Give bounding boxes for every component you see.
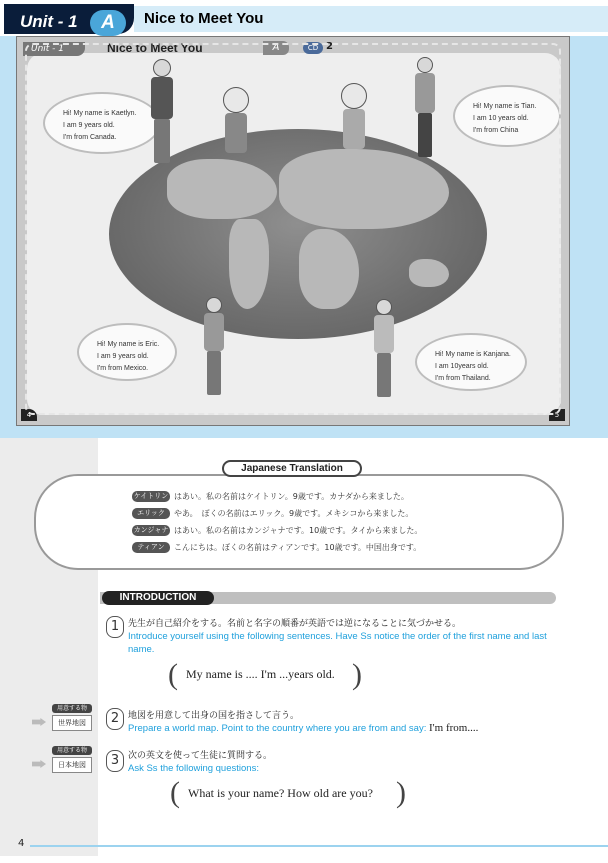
translation-title: Japanese Translation xyxy=(222,460,362,477)
step-2-example: I'm from.... xyxy=(429,722,479,734)
step-number-1: 1 xyxy=(106,616,124,638)
cartoon-girl-figure xyxy=(205,87,265,157)
speech-bubble-kanjana xyxy=(415,333,527,391)
eric-figure xyxy=(199,297,229,397)
page-title: Nice to Meet You xyxy=(144,10,264,27)
speaker-badge: エリック xyxy=(132,508,170,519)
step-3-example-sentence: What is your name? How old are you? xyxy=(188,786,373,800)
kaetlyn-figure xyxy=(143,59,183,164)
bubble-line: Hi! My name is Eric. xyxy=(97,341,160,348)
bubble-line: I am 9 years old. xyxy=(63,122,115,129)
unit-label: Unit - 1 xyxy=(20,12,78,31)
speaker-badge: カンジャナ xyxy=(133,525,169,534)
translation-row xyxy=(132,505,422,521)
spread-unit-label: Unit - 1 xyxy=(23,42,85,56)
material-japan-map xyxy=(32,746,90,786)
arrow-right-icon xyxy=(32,760,46,768)
step-3-japanese: 次の英文を使って生徒に質問する。 xyxy=(128,751,273,761)
translation-text: はあい。私の名前はカンジャナです。10歳です。タイから来ました。 xyxy=(174,525,423,535)
paren-left: ( xyxy=(168,658,178,691)
bubble-line: I'm from China xyxy=(473,127,519,134)
cd-icon: CD xyxy=(303,42,323,54)
spread-page-number-right: 5 xyxy=(549,409,565,421)
cd-track-number: 2 xyxy=(326,41,333,52)
speech-bubble-eric xyxy=(77,323,177,381)
step-2-japanese: 地図を用意して出身の国を指さして言う。 xyxy=(128,711,300,721)
kanjana-figure xyxy=(369,299,399,399)
bubble-line: I am 9 years old. xyxy=(97,353,149,360)
step-1-japanese: 先生が自己紹介をする。名前と名字の順番が英語では逆になることに気づかせる。 xyxy=(128,619,462,629)
bubble-line: I am 10years old. xyxy=(435,363,489,370)
paren-right: ) xyxy=(396,776,406,809)
cartoon-boy-figure xyxy=(323,83,383,155)
bubble-line: I'm from Mexico. xyxy=(97,365,149,372)
bubble-line: Hi! My name is Kanjana. xyxy=(435,351,511,358)
material-label: 用意する物 xyxy=(52,704,92,713)
bubble-line: I am 10 years old. xyxy=(473,115,529,122)
unit-letter-badge: A xyxy=(90,10,126,36)
step-number-2: 2 xyxy=(106,708,124,730)
speaker-badge: ティアン xyxy=(132,542,170,553)
spread-title: Nice to Meet You xyxy=(107,41,203,55)
page-header xyxy=(0,0,608,36)
translation-row xyxy=(132,539,422,555)
paren-left: ( xyxy=(170,776,180,809)
unit-tab xyxy=(4,4,134,34)
textbook-spread-image xyxy=(16,36,570,426)
spread-page-number-left: 4 xyxy=(21,409,37,421)
bubble-line: I'm from Canada. xyxy=(63,134,117,141)
translation-text: はあい。私の名前はケイトリン。9歳です。カナダから来ました。 xyxy=(174,491,409,501)
bubble-line: Hi! My name is Kaetlyn. xyxy=(63,110,137,117)
translation-row xyxy=(132,488,422,504)
material-name: 世界地図 xyxy=(52,715,92,731)
step-1-english: Introduce yourself using the following sentences. Have Ss notice the order of the first name and last name. xyxy=(128,631,547,655)
translation-text: こんにちは。ぼくの名前はティアンです。10歳です。中国出身です。 xyxy=(174,542,422,552)
material-world-map xyxy=(32,704,90,744)
speech-bubble-tian xyxy=(453,85,561,147)
bubble-line: I'm from Thailand. xyxy=(435,375,491,382)
spread-letter-badge: A xyxy=(263,41,289,55)
step-1-example-sentence: My name is .... I'm ...years old. xyxy=(186,667,335,681)
speaker-badge: ケイトリン xyxy=(133,491,169,500)
tian-figure xyxy=(409,57,441,157)
page-number: 4 xyxy=(18,838,25,849)
step-2-english-text: Prepare a world map. Point to the country where you are from and say: xyxy=(128,723,427,734)
translation-row xyxy=(132,522,422,538)
step-3-english: Ask Ss the following questions: xyxy=(128,763,259,774)
material-name: 日本地図 xyxy=(52,757,92,773)
introduction-label: INTRODUCTION xyxy=(102,591,214,605)
translation-list xyxy=(132,488,422,556)
paren-right: ) xyxy=(352,658,362,691)
step-2-english xyxy=(128,722,568,735)
arrow-right-icon xyxy=(32,718,46,726)
footer-rule xyxy=(30,845,608,847)
bubble-line: Hi! My name is Tian. xyxy=(473,103,537,110)
translation-text: やあ。 ぼくの名前はエリック。9歳です。メキシコから来ました。 xyxy=(174,508,414,518)
material-label: 用意する物 xyxy=(52,746,92,755)
step-number-3: 3 xyxy=(106,750,124,772)
